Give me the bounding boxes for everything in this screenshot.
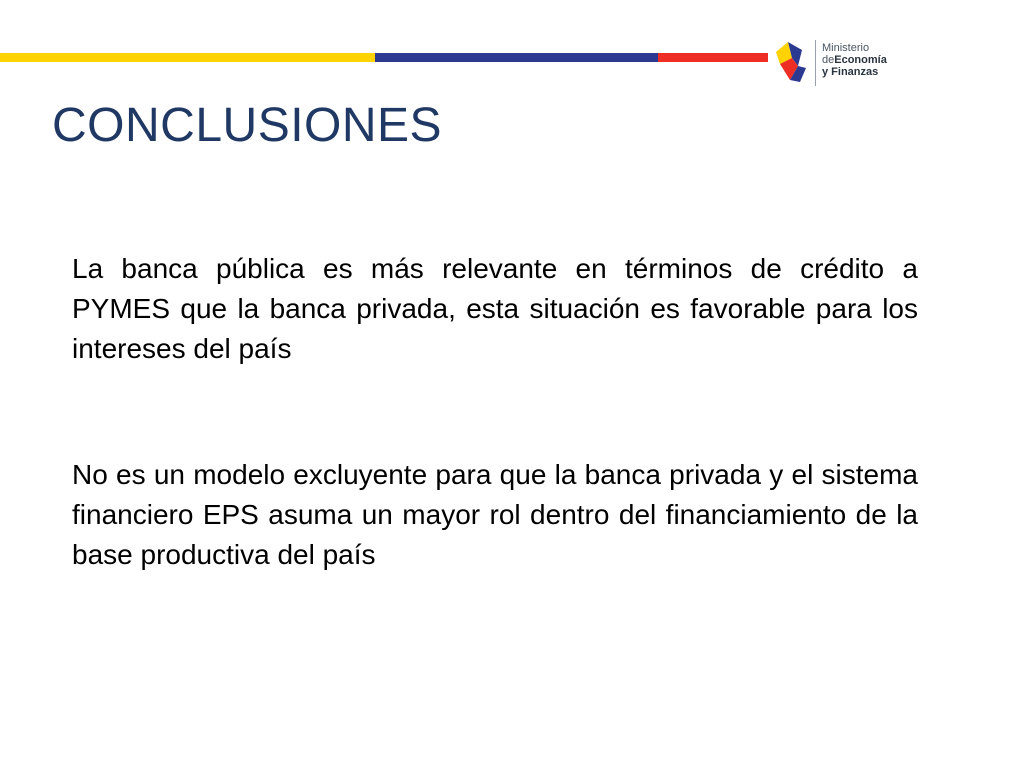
stripe-red [658,53,768,62]
logo-line-ministerio: Ministerio [822,42,870,54]
stripe-blue [375,53,658,62]
conclusion-paragraph-2: No es un modelo excluyente para que la banca privada y el sistema financiero EPS asuma un mayor rol dentro del financiamiento de la base productiva del país [72,459,918,570]
logo-text [822,42,887,78]
slide-title: CONCLUSIONES [52,99,443,152]
stripe-yellow [0,53,375,62]
logo-line-finanzas: y Finanzas [822,66,879,78]
ministry-logo [772,38,912,92]
logo-line-economia: deEconomía [822,54,887,66]
conclusion-paragraph-1: La banca pública es más relevante en términos de crédito a PYMES que la banca privada, esta situación es favorable para los intereses del país [72,253,918,364]
logo-divider [815,40,816,86]
ministry-logo-mark-icon [772,38,812,88]
header-color-stripe [0,53,768,62]
